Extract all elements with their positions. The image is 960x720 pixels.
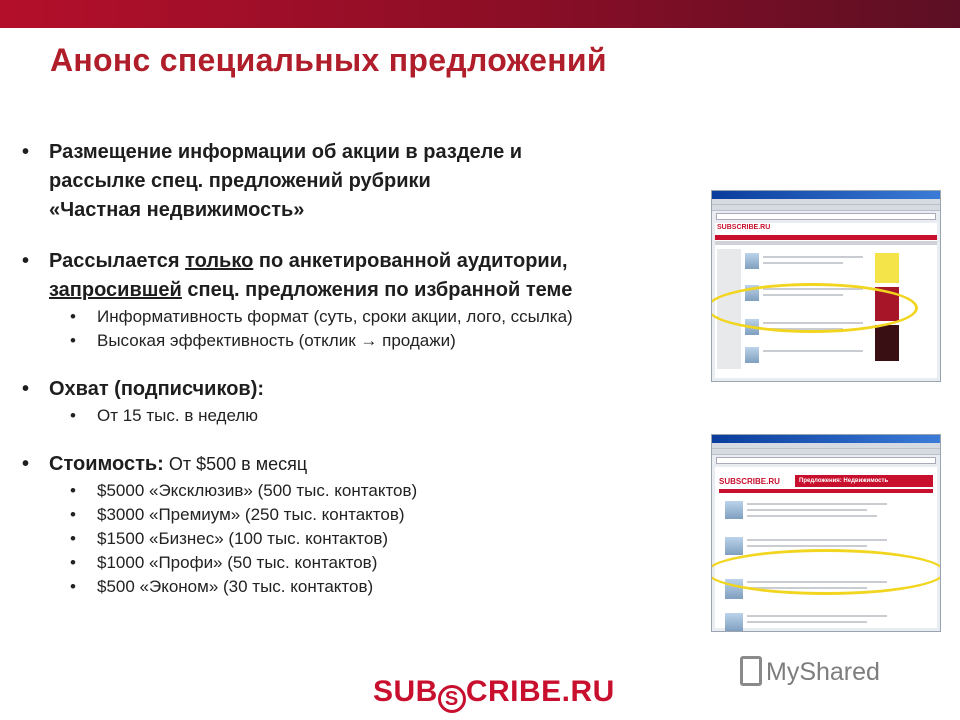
text-line [747, 539, 887, 541]
sub-bullet-text: $5000 «Эксклюзив» (500 тыс. контактов) [97, 481, 418, 500]
underlined-text: только [185, 250, 254, 272]
sub-bullet-dot: • [70, 481, 76, 500]
text-line [763, 350, 863, 352]
text: Рассылается [49, 250, 186, 272]
bullet-line [49, 247, 702, 276]
sub-bullet-dot: • [70, 553, 76, 572]
sub-bullet-text: $3000 «Премиум» (250 тыс. контактов) [97, 505, 405, 524]
sub-bullet-text: $1000 «Профи» (50 тыс. контактов) [97, 553, 378, 572]
listing-photo [725, 537, 743, 555]
sub-bullet-dot: • [70, 331, 76, 350]
sub-bullet [22, 404, 702, 428]
sub-bullet [22, 575, 702, 599]
bullet-cost [22, 450, 702, 479]
bullet-line: «Частная недвижимость» [49, 199, 305, 221]
text-line [747, 509, 867, 511]
mail-header [716, 457, 936, 464]
text-line [747, 621, 867, 623]
text-line [747, 515, 877, 517]
top-banner [0, 0, 960, 28]
window-titlebar [712, 191, 940, 199]
sub-bullet-text: От 15 тыс. в неделю [97, 406, 259, 425]
subscribe-logo [373, 675, 615, 713]
bullet-line [49, 276, 702, 305]
bullet-reach [22, 375, 702, 404]
listing-photo [725, 501, 743, 519]
ad-banner [875, 325, 899, 361]
sub-bullet [22, 551, 702, 575]
text-line [763, 256, 863, 258]
red-nav [715, 235, 937, 240]
logo-ring-letter: S [438, 685, 466, 713]
sub-bullet-dot: • [70, 406, 76, 425]
watermark-text: MyShared [766, 658, 880, 686]
bullet-line: Размещение информации об акции в разделе и [49, 141, 523, 163]
document-icon [740, 656, 762, 686]
text: по анкетированной аудитории, [253, 250, 568, 272]
listing-photo [725, 613, 743, 631]
text-line [747, 545, 867, 547]
text-line [747, 503, 887, 505]
sub-bullet [22, 329, 702, 353]
cost-value: От $500 в месяц [163, 454, 308, 474]
highlight-ring [711, 283, 918, 333]
newsletter-heading: Предложения: Недвижимость [795, 475, 933, 487]
bullet-line: рассылке спец. предложений рубрики [49, 170, 431, 192]
logo-text: CRIBE.RU [465, 675, 615, 708]
email-screenshot [711, 434, 941, 632]
gray-nav [715, 241, 937, 245]
newsletter-logo: SUBSCRIBE.RU [719, 477, 780, 486]
ad-banner [875, 253, 899, 283]
sub-bullet-dot: • [70, 529, 76, 548]
listing-photo [745, 253, 759, 269]
sub-bullet-dot: • [70, 505, 76, 524]
bullet-dot: • [22, 378, 30, 400]
sub-bullet-text: Информативность формат (суть, сроки акции, лого, ссылка) [97, 307, 573, 326]
highlight-ring [711, 549, 941, 595]
bullet-list [22, 138, 702, 599]
browser-toolbar [712, 205, 940, 211]
red-nav [719, 489, 933, 493]
page-title: Анонс специальных предложений [50, 42, 607, 78]
sub-bullet-text: $1500 «Бизнес» (100 тыс. контактов) [97, 529, 389, 548]
bullet-distribution [22, 247, 702, 305]
sub-bullet-dot: • [70, 307, 76, 326]
sub-bullet [22, 527, 702, 551]
sub-bullet-text: $500 «Эконом» (30 тыс. контактов) [97, 577, 374, 596]
sub-bullet-text: Высокая эффективность (отклик → продажи) [97, 331, 456, 350]
underlined-text: запросившей [49, 279, 182, 301]
myshared-watermark [740, 656, 880, 687]
website-screenshot [711, 190, 941, 382]
bullet-dot: • [22, 453, 30, 475]
window-titlebar [712, 435, 940, 443]
text-line [747, 615, 887, 617]
site-logo: SUBSCRIBE.RU [717, 224, 771, 231]
text: спец. предложения по избранной теме [181, 279, 573, 301]
sub-bullet [22, 503, 702, 527]
text-line [763, 262, 843, 264]
bullet-dot: • [22, 250, 30, 272]
mail-toolbar [712, 449, 940, 455]
cost-label: Стоимость: [49, 453, 164, 475]
sub-bullet-dot: • [70, 577, 76, 596]
bullet-line: Охват (подписчиков): [49, 378, 265, 400]
listing-photo [745, 347, 759, 363]
address-bar [716, 213, 936, 220]
sub-bullet [22, 479, 702, 503]
bullet-line [49, 450, 702, 479]
email-body [715, 467, 937, 628]
bullet-dot: • [22, 141, 30, 163]
sub-bullet [22, 305, 702, 329]
logo-text: SUB [373, 675, 438, 708]
bullet-placement [22, 138, 702, 225]
